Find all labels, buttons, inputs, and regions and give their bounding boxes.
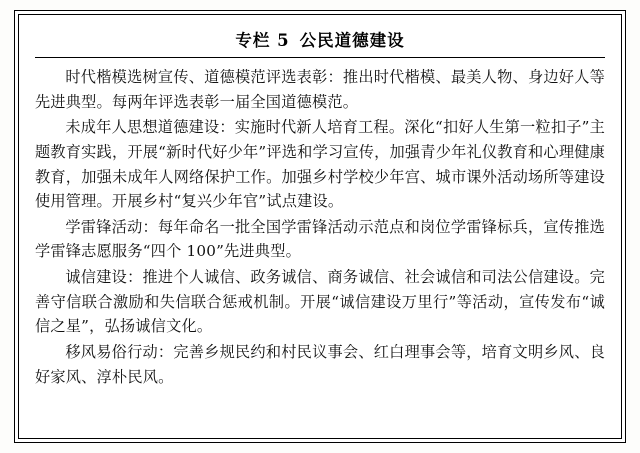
title-divider [35,57,605,58]
paragraph-5: 移风易俗行动：完善乡规民约和村民议事会、红白理事会等，培育文明乡风、良好家风、淳朴民风。 [35,342,605,386]
paragraph-2: 未成年人思想道德建设：实施时代新人培育工程。深化“扣好人生第一粒扣子”主题教育实践，开展“新时代好少年”评选和学习宣传，加强青少年礼仪教育和心理健康教育，加强未成年人网络保护工作。加强乡村学校少年宫、城市课外活动场所等建设使用管理。开展乡村“复兴少年官”试点建设。 [35,118,605,211]
paragraph-3: 学雷锋活动：每年命名一批全国学雷锋活动示范点和岗位学雷锋标兵，宣传推选学雷锋志愿服务“四个 100”先进典型。 [35,217,605,261]
column-box [14,10,626,443]
box-title [35,27,605,51]
column-box-inner [18,14,622,439]
box-title-heading: 公民道德建设 [299,31,405,50]
paragraph-1: 时代楷模选树宣传、道德模范评选表彰：推出时代楷模、最美人物、身边好人等先进典型。每两年评选表彰一届全国道德模范。 [35,68,605,111]
paragraph-4: 诚信建设：推进个人诚信、政务诚信、商务诚信、社会诚信和司法公信建设。完善守信联合激励和失信联合惩戒机制。开展“诚信建设万里行”等活动，宣传发布“诚信之星”，弘扬诚信文化。 [35,268,605,336]
box-title-number: 专栏 5 [235,31,290,50]
